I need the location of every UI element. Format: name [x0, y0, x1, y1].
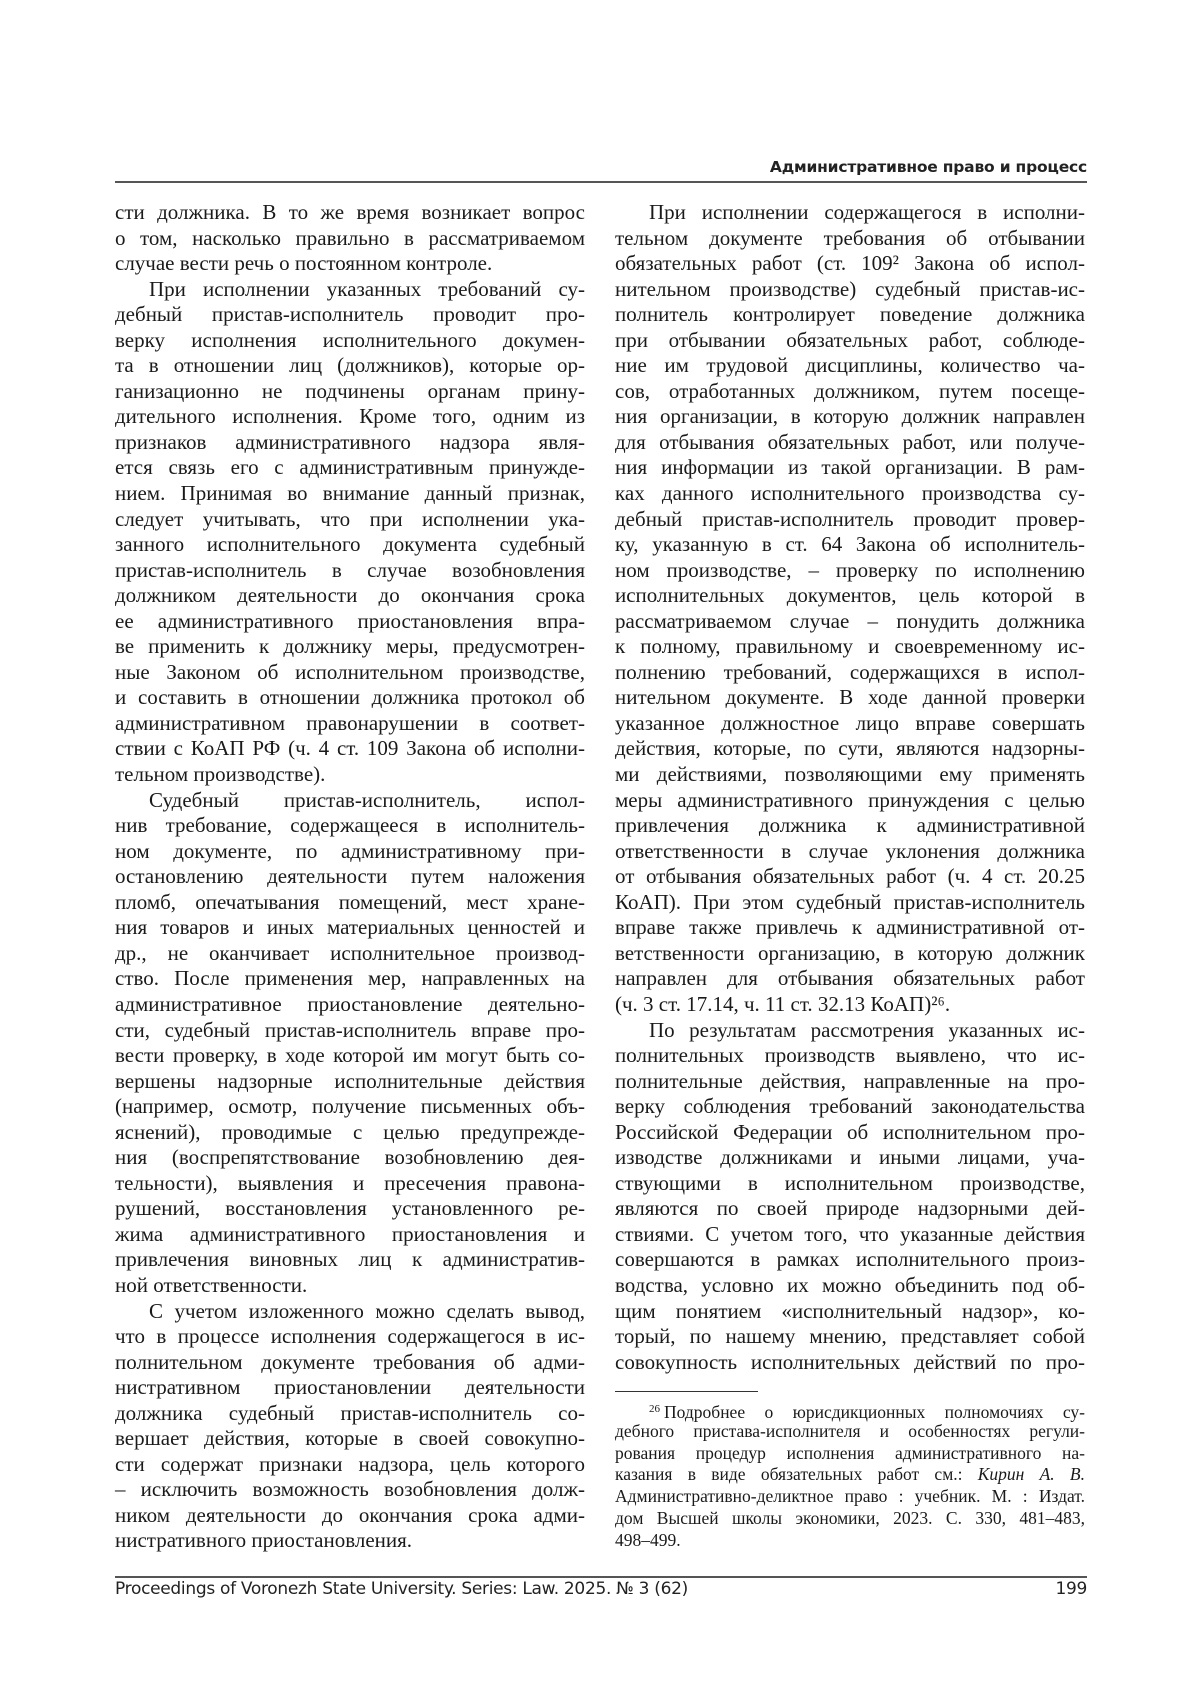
text-line: административном правонарушении в соответ-: [115, 711, 585, 737]
footnote-text: рования процедур исполнения административного на-: [615, 1443, 1085, 1463]
text-line: изводстве должниками и иными лицами, уча-: [615, 1145, 1085, 1171]
text-line: для отбывания обязательных работ, или получе-: [615, 430, 1085, 456]
text-line: вправе также привлечь к административной от-: [615, 915, 1085, 941]
paragraph: [115, 277, 585, 788]
text-line: (ч. 3 ст. 17.14, ч. 11 ст. 32.13 КоАП)²⁶.: [615, 992, 1085, 1018]
text-line: дебный пристав-исполнитель проводит про-: [115, 302, 585, 328]
text-line: от отбывания обязательных работ (ч. 4 ст. 20.25: [615, 864, 1085, 890]
text-line: ку, указанную в ст. 64 Закона об исполнитель-: [615, 532, 1085, 558]
text-line: ветственности организацию, в которую должник: [615, 941, 1085, 967]
text-line: полнению требований, содержащихся в испол-: [615, 660, 1085, 686]
text-line: ником деятельности до окончания срока адми-: [115, 1503, 585, 1529]
footnote-author-italic: Кирин А. В.: [978, 1464, 1085, 1484]
page-footer: [115, 1579, 1087, 1599]
text-line: к полному, правильному и своевременному ис-: [615, 634, 1085, 660]
text-line: По результатам рассмотрения указанных ис-: [615, 1018, 1085, 1044]
text-line: С учетом изложенного можно сделать вывод,: [115, 1299, 585, 1325]
text-line: торый, по нашему мнению, представляет собой: [615, 1324, 1085, 1350]
text-line: ствующими в исполнительном производстве,: [615, 1171, 1085, 1197]
text-line: Российской Федерации об исполнительном про-: [615, 1120, 1085, 1146]
footnote-26: [615, 1399, 1085, 1552]
text-line: нистративного приостановления.: [115, 1528, 585, 1554]
text-line: ном документе, по административному при-: [115, 839, 585, 865]
text-line: ные Законом об исполнительном производстве,: [115, 660, 585, 686]
text-line: ганизационно не подчинены органам прину-: [115, 379, 585, 405]
text-line: сти содержат признаки надзора, цель которого: [115, 1452, 585, 1478]
text-line: меры административного принуждения с целью: [615, 788, 1085, 814]
footnote-line: [615, 1486, 1085, 1508]
footnote-line: [615, 1530, 1085, 1552]
text-line: рассматриваемом случае – понудить должника: [615, 609, 1085, 635]
text-line: сти, судебный пристав-исполнитель вправе про-: [115, 1018, 585, 1044]
text-line: совершаются в рамках исполнительного произ-: [615, 1247, 1085, 1273]
text-line: нием. Принимая во внимание данный признак,: [115, 481, 585, 507]
paragraph: [615, 200, 1085, 1018]
text-line: верку соблюдения требований законодательства: [615, 1094, 1085, 1120]
text-line: следует учитывать, что при исполнении ука-: [115, 507, 585, 533]
text-line: полнительных производств выявлено, что ис-: [615, 1043, 1085, 1069]
paragraph: [115, 788, 585, 1299]
text-line: ния организации, в которую должник направлен: [615, 404, 1085, 430]
footnote-text: дом Высшей школы экономики, 2023. С. 330, 481–483,: [615, 1508, 1085, 1528]
text-line: нистративном приостановлении деятельности: [115, 1375, 585, 1401]
page-number: 199: [1055, 1579, 1087, 1599]
text-line: тельном производстве).: [115, 762, 585, 788]
text-line: дительного исполнения. Кроме того, одним из: [115, 404, 585, 430]
text-line: сти должника. В то же время возникает вопрос: [115, 200, 585, 226]
text-line: признаков административного надзора явля-: [115, 430, 585, 456]
text-line: КоАП). При этом судебный пристав-исполнитель: [615, 890, 1085, 916]
footer-rule: [115, 1576, 1087, 1578]
text-line: полнительном документе требования об адми-: [115, 1350, 585, 1376]
header-rule: [115, 181, 1087, 183]
text-line: при отбывании обязательных работ, соблюде-: [615, 328, 1085, 354]
text-line: При исполнении указанных требований су-: [115, 277, 585, 303]
running-head-section-title: Административное право и процесс: [115, 158, 1087, 176]
right-column: [615, 200, 1085, 1375]
footnote-line: [615, 1443, 1085, 1465]
text-line: нив требование, содержащееся в исполнитель-: [115, 813, 585, 839]
text-line: тельном документе требования об отбывании: [615, 226, 1085, 252]
left-column: [115, 200, 585, 1554]
text-line: вести проверку, в ходе которой им могут быть со-: [115, 1043, 585, 1069]
footnote-text: Подробнее о юрисдикционных полномочиях су-: [664, 1402, 1085, 1422]
text-line: вершены надзорные исполнительные действия: [115, 1069, 585, 1095]
text-line: ном производстве, – проверку по исполнению: [615, 558, 1085, 584]
text-line: ве применить к должнику меры, предусмотрен-: [115, 634, 585, 660]
text-line: ми действиями, позволяющими ему применять: [615, 762, 1085, 788]
text-line: привлечения должника к административной: [615, 813, 1085, 839]
text-line: и составить в отношении должника протокол об: [115, 685, 585, 711]
text-line: пристав-исполнитель в случае возобновления: [115, 558, 585, 584]
text-line: остановлению деятельности путем наложения: [115, 864, 585, 890]
text-line: совокупность исполнительных действий по про-: [615, 1350, 1085, 1376]
text-line: полнитель контролирует поведение должника: [615, 302, 1085, 328]
footnote-line: [615, 1421, 1085, 1443]
text-line: др., не оканчивает исполнительное производ-: [115, 941, 585, 967]
text-line: та в отношении лиц (должников), которые ор-: [115, 353, 585, 379]
footnote-line: [615, 1464, 1085, 1486]
text-line: случае вести речь о постоянном контроле.: [115, 251, 585, 277]
text-line: нительном документе. В ходе данной проверки: [615, 685, 1085, 711]
text-line: щим понятием «исполнительный надзор», ко-: [615, 1299, 1085, 1325]
footnote-line: [615, 1508, 1085, 1530]
footnote-text: дебного пристава-исполнителя и особенностях регули-: [615, 1421, 1085, 1441]
text-line: Судебный пристав-исполнитель, испол-: [115, 788, 585, 814]
text-line: нительном производстве) судебный пристав-ис-: [615, 277, 1085, 303]
footnote-marker: 26: [649, 1403, 660, 1415]
text-line: полнительные действия, направленные на про-: [615, 1069, 1085, 1095]
text-line: указанное должностное лицо вправе совершать: [615, 711, 1085, 737]
text-line: вершает действия, которые в своей совокупно-: [115, 1426, 585, 1452]
text-line: направлен для отбывания обязательных работ: [615, 966, 1085, 992]
footnote-text: казания в виде обязательных работ см.:: [615, 1464, 978, 1484]
footnote-text: 498–499.: [615, 1530, 681, 1550]
paragraph: [115, 200, 585, 277]
text-line: должника судебный пристав-исполнитель со-: [115, 1401, 585, 1427]
footnote-line: [615, 1399, 1085, 1421]
text-line: являются по своей природе надзорными дей-: [615, 1196, 1085, 1222]
text-line: водства, условно их можно объединить под об-: [615, 1273, 1085, 1299]
text-line: ния (воспрепятствование возобновлению дея-: [115, 1145, 585, 1171]
text-line: действия, которые, по сути, являются надзорны-: [615, 736, 1085, 762]
text-line: – исключить возможность возобновления долж-: [115, 1477, 585, 1503]
text-line: пломб, опечатывания помещений, мест хране-: [115, 890, 585, 916]
text-line: жима административного приостановления и: [115, 1222, 585, 1248]
text-line: ответственности в случае уклонения должника: [615, 839, 1085, 865]
text-line: При исполнении содержащегося в исполни-: [615, 200, 1085, 226]
text-line: рушений, восстановления установленного ре-: [115, 1196, 585, 1222]
text-line: яснений), проводимые с целью предупрежде-: [115, 1120, 585, 1146]
journal-citation: Proceedings of Voronezh State University. Series: Law. 2025. № 3 (62): [115, 1579, 688, 1599]
text-line: (например, осмотр, получение письменных объ-: [115, 1094, 585, 1120]
text-line: ния товаров и иных материальных ценностей и: [115, 915, 585, 941]
text-line: ее административного приостановления впра-: [115, 609, 585, 635]
text-line: ствии с КоАП РФ (ч. 4 ст. 109 Закона об исполни-: [115, 736, 585, 762]
text-line: ках данного исполнительного производства су-: [615, 481, 1085, 507]
text-line: ной ответственности.: [115, 1273, 585, 1299]
text-line: ствиями. С учетом того, что указанные действия: [615, 1222, 1085, 1248]
text-line: что в процессе исполнения содержащегося в ис-: [115, 1324, 585, 1350]
text-line: сов, отработанных должником, путем посеще-: [615, 379, 1085, 405]
text-line: ство. После применения мер, направленных на: [115, 966, 585, 992]
text-line: занного исполнительного документа судебный: [115, 532, 585, 558]
text-line: исполнительных документов, цель которой в: [615, 583, 1085, 609]
text-line: о том, насколько правильно в рассматриваемом: [115, 226, 585, 252]
text-line: административное приостановление деятельно-: [115, 992, 585, 1018]
paragraph: [615, 1018, 1085, 1376]
text-line: привлечения виновных лиц к административ-: [115, 1247, 585, 1273]
text-line: ется связь его с административным принужде-: [115, 455, 585, 481]
text-line: должником деятельности до окончания срока: [115, 583, 585, 609]
footnote-text: Административно-деликтное право : учебник. М. : Издат.: [615, 1486, 1085, 1506]
text-line: ние им трудовой дисциплины, количество ча-: [615, 353, 1085, 379]
text-line: обязательных работ (ст. 109² Закона об испол-: [615, 251, 1085, 277]
paragraph: [115, 1299, 585, 1554]
text-line: дебный пристав-исполнитель проводит провер-: [615, 507, 1085, 533]
text-line: верку исполнения исполнительного докумен-: [115, 328, 585, 354]
text-line: ния информации из такой организации. В рам-: [615, 455, 1085, 481]
text-line: тельности), выявления и пресечения правона-: [115, 1171, 585, 1197]
footnote-separator: [615, 1391, 758, 1392]
